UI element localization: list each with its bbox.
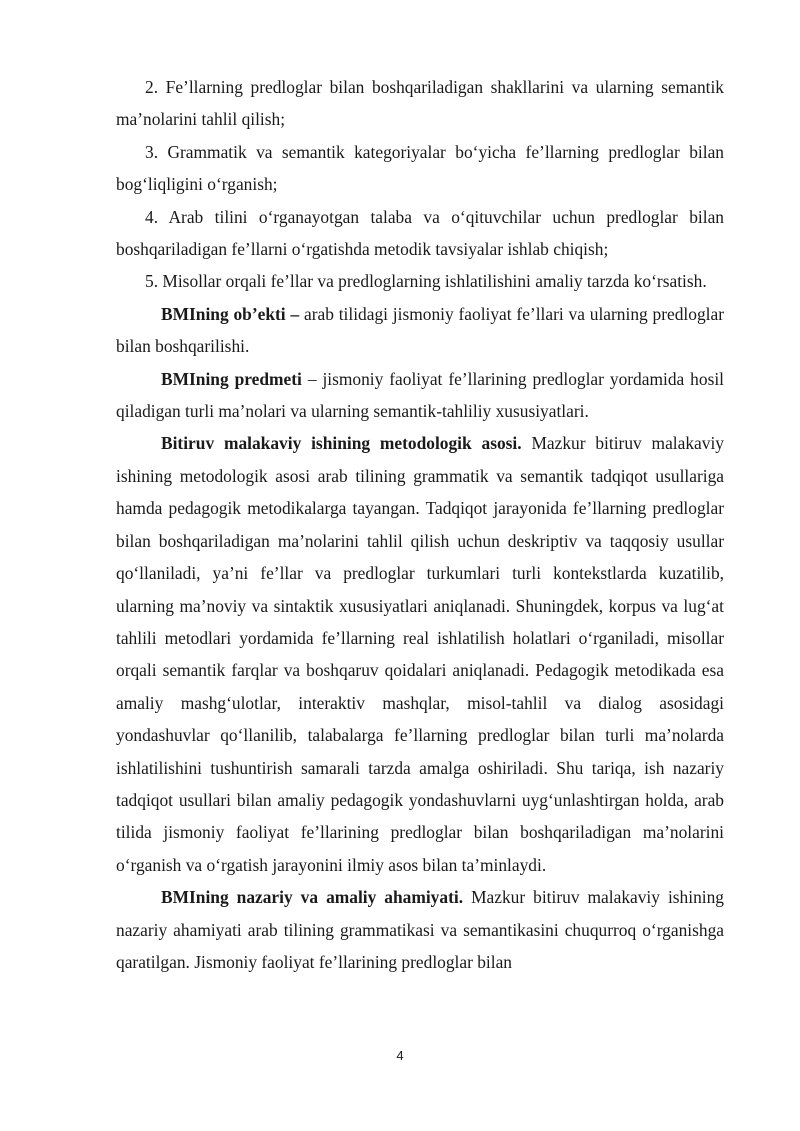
page-number: 4 [396, 1048, 404, 1063]
significance-text: Mazkur bitiruv malakaviy ishining nazariy ahamiyati arab tilining grammatikasi va semantikasini chuqurroq o‘rganishga qaratilgan. Jismoniy faoliyat fe’llarining predloglar bilan [116, 887, 724, 972]
subject-label: BMIning predmeti [161, 368, 302, 389]
list-item-4: 4. Arab tilini o‘rganayotgan talaba va o‘qituvchilar uchun predloglar bilan boshqariladigan fe’llarni o‘rgatishda metodik tavsiyalar ishlab chiqish; [116, 206, 724, 260]
subject-paragraph [116, 363, 724, 428]
significance-label: BMIning nazariy va amaliy ahamiyati. [161, 887, 464, 908]
page-body [116, 71, 724, 978]
methodology-label: Bitiruv malakaviy ishining metodologik asosi. [161, 433, 522, 454]
object-label: BMIning ob’ekti – [161, 303, 300, 324]
list-item-5: 5. Misollar orqali fe’llar va predloglarning ishlatilishini amaliy tarzda ko‘rsatish. [145, 271, 707, 292]
list-item-3: 3. Grammatik va semantik kategoriyalar bo‘yicha fe’llarning predloglar bilan bog‘liqligini o‘rganish; [116, 141, 724, 195]
list-item-2: 2. Fe’llarning predloglar bilan boshqariladigan shakllarini va ularning semantik ma’nolarini tahlil qilish; [116, 77, 724, 130]
object-text: arab tilidagi jismoniy faoliyat fe’llari va ularning predloglar bilan boshqarilishi. [116, 303, 724, 357]
significance-paragraph [116, 881, 724, 978]
subject-text: – jismoniy faoliyat fe’llarining predloglar yordamida hosil qiladigan turli ma’nolari va ularning semantik-tahliliy xususiyatlari. [116, 368, 725, 422]
object-paragraph [116, 298, 724, 363]
methodology-text: Mazkur bitiruv malakaviy ishining metodologik asosi arab tilining grammatik va semantik tadqiqot usullariga hamda pedagogik metodikalarga tayangan. Tadqiqot jarayonida fe’llarning predloglar bilan boshqariladigan ma’nolarini tahlil qilish uchun deskriptiv va taqqosiy usullar qo‘llaniladi, ya’ni fe’llar va predloglar turkumlari turli kontekstlarda kuzatilib, ularning ma’noviy va sintaktik xususiyatlari aniqlanadi. Shuningdek, korpus va lug‘at tahlili metodlari yordamida fe’llarning real ishlatilish holatlari o‘rganiladi, misollar orqali semantik farqlar va boshqaruv qoidalari aniqlanadi. Pedagogik metodikada esa amaliy mashg‘ulotlar, interaktiv mashqlar, misol-tahlil va dialog asosidagi yondashuvlar qo‘llanilib, talabalarga fe’llarning predloglar bilan turli ma’nolarda ishlatilishini tushuntirish samarali tarzda amalga oshiriladi. Shu tariqa, ish nazariy tadqiqot usullari bilan amaliy pedagogik yondashuvlarni uyg‘unlashtirgan holda, arab tilida jismoniy faoliyat fe’llarining predloglar bilan boshqariladigan ma’nolarini o‘rganish va o‘rgatish jarayonini ilmiy asos bilan ta’minlaydi. [116, 433, 724, 875]
methodology-paragraph [116, 427, 724, 881]
